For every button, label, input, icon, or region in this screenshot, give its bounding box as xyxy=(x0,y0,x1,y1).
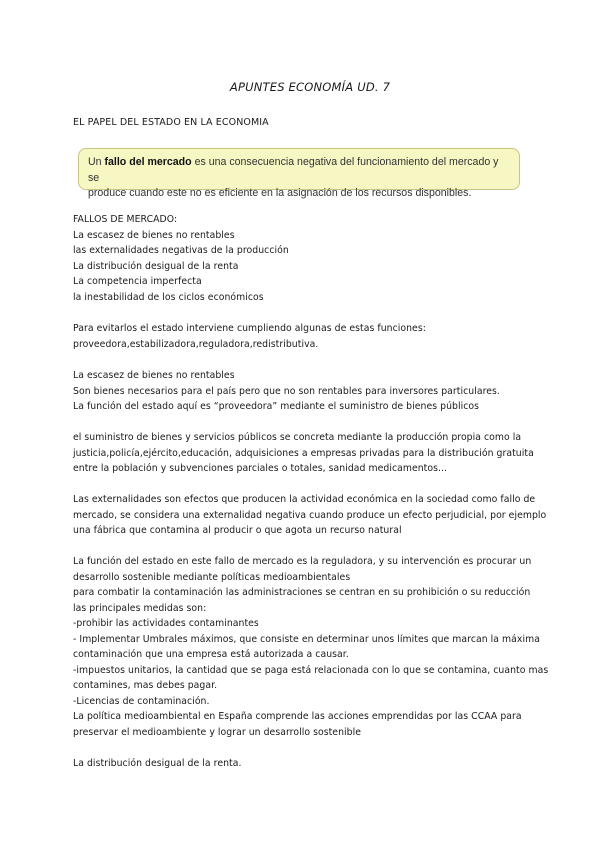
callout-text-pre: Un xyxy=(88,156,105,168)
body-line: -prohibir las actividades contaminantes xyxy=(73,618,259,629)
body-line: contaminación que una empresa está autorizada a causar. xyxy=(73,649,349,660)
callout-text-line1: es una consecuencia negativa del funcionamiento del mercado y se xyxy=(88,156,499,184)
body-line: justicia,policía,ejército,educación, adquisiciones a empresas privadas para la distribución gratuita xyxy=(73,448,534,459)
body-line: Son bienes necesarios para el país pero que no son rentables para inversores particulares. xyxy=(73,386,500,397)
body-line: La función del estado en este fallo de mercado es la reguladora, y su intervención es procurar un xyxy=(73,556,532,567)
body-line: La distribución desigual de la renta xyxy=(73,261,239,272)
body-line: el suministro de bienes y servicios públicos se concreta mediante la producción propia como la xyxy=(73,432,522,443)
callout-bold-term: fallo del mercado xyxy=(104,156,192,168)
body-line: La escasez de bienes no rentables xyxy=(73,230,235,241)
section-heading: EL PAPEL DEL ESTADO EN LA ECONOMIA xyxy=(73,117,269,128)
definition-callout xyxy=(78,148,520,199)
body-line: para combatir la contaminación las administraciones se centran en su prohibición o su reducción xyxy=(73,587,531,598)
body-line: una fábrica que contamina al producir o que agota un recurso natural xyxy=(73,525,402,536)
body-line: La competencia imperfecta xyxy=(73,276,202,287)
body-line: preservar el medioambiente y lograr un desarrollo sostenible xyxy=(73,727,361,738)
body-line: desarrollo sostenible mediante políticas medioambientales xyxy=(73,572,351,583)
body-line: -Licencias de contaminación. xyxy=(73,696,210,707)
body-line: las externalidades negativas de la producción xyxy=(73,245,289,256)
body-line: contamines, mas debes pagar. xyxy=(73,680,218,691)
body-line: La escasez de bienes no rentables xyxy=(73,370,235,381)
body-line: La política medioambiental en España comprende las acciones emprendidas por las CCAA para xyxy=(73,711,522,722)
body-line: Para evitarlos el estado interviene cumpliendo algunas de estas funciones: xyxy=(73,323,426,334)
body-line: Las externalidades son efectos que producen la actividad económica en la sociedad como fallo de xyxy=(73,494,536,505)
body-line: proveedora,estabilizadora,reguladora,redistributiva. xyxy=(73,339,319,350)
page-title: APUNTES ECONOMÍA UD. 7 xyxy=(229,80,391,94)
body-line: FALLOS DE MERCADO: xyxy=(73,214,178,225)
body-line: - Implementar Umbrales máximos, que consiste en determinar unos límites que marcan la máxima xyxy=(73,634,540,645)
body-line: la inestabilidad de los ciclos económicos xyxy=(73,292,264,303)
body-line: mercado, se considera una externalidad negativa cuando produce un efecto perjudicial, por ejemplo xyxy=(73,510,547,521)
body-line: -impuestos unitarios, la cantidad que se paga está relacionada con lo que se contamina, cuanto mas xyxy=(73,665,549,676)
body-line: La función del estado aquí es “proveedora” mediante el suministro de bienes públicos xyxy=(73,401,480,412)
body-line: entre la población y subvenciones parciales o totales, sanidad medicamentos... xyxy=(73,463,448,474)
body-line: La distribución desigual de la renta. xyxy=(73,758,242,769)
callout-text-line2: produce cuando este no es eficiente en la asignación de los recursos disponibles. xyxy=(88,187,472,199)
body-line: las principales medidas son: xyxy=(73,603,207,614)
